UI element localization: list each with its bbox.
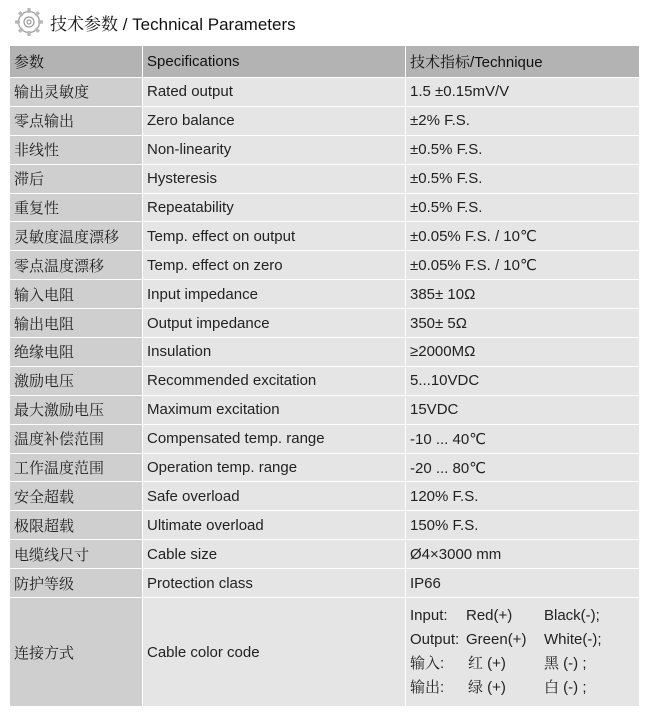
cell-parameter: 工作温度范围 bbox=[10, 453, 143, 482]
table-row bbox=[10, 106, 640, 135]
wire-negative: Black(-); bbox=[544, 607, 600, 625]
wire-positive: Red(+) bbox=[466, 607, 513, 625]
cell-parameter: 防护等级 bbox=[10, 569, 143, 598]
wire-positive: Green(+) bbox=[466, 631, 527, 649]
cell-specification: Protection class bbox=[143, 569, 406, 598]
cell-value: ≥2000MΩ bbox=[406, 338, 640, 367]
wire-label: Input: bbox=[410, 607, 448, 625]
wire-negative: 白 (-) ; bbox=[544, 679, 587, 697]
table-header-row bbox=[10, 46, 640, 78]
cell-parameter: 零点输出 bbox=[10, 106, 143, 135]
cell-specification: Maximum excitation bbox=[143, 395, 406, 424]
cell-value: 120% F.S. bbox=[406, 482, 640, 511]
cell-specification: Cable size bbox=[143, 540, 406, 569]
cell-parameter: 最大激励电压 bbox=[10, 395, 143, 424]
table-row bbox=[10, 280, 640, 309]
cell-cable-color-code bbox=[406, 598, 640, 707]
cell-specification: Input impedance bbox=[143, 280, 406, 309]
wire-positive: 红 (+) bbox=[468, 655, 506, 673]
technical-parameters-table bbox=[9, 45, 640, 707]
cell-value: 350± 5Ω bbox=[406, 309, 640, 338]
cell-value: -20 ... 80℃ bbox=[406, 453, 640, 482]
cell-specification: Compensated temp. range bbox=[143, 424, 406, 453]
table-row bbox=[10, 569, 640, 598]
cell-value: 5...10VDC bbox=[406, 366, 640, 395]
wire-label: 输出: bbox=[410, 679, 445, 697]
cell-parameter: 输入电阻 bbox=[10, 280, 143, 309]
cable-color-line bbox=[410, 630, 639, 650]
table-row bbox=[10, 251, 640, 280]
cell-parameter: 极限超载 bbox=[10, 511, 143, 540]
table-row bbox=[10, 540, 640, 569]
cell-specification: Rated output bbox=[143, 78, 406, 107]
cell-parameter: 电缆线尺寸 bbox=[10, 540, 143, 569]
cell-specification: Safe overload bbox=[143, 482, 406, 511]
cell-value: ±0.5% F.S. bbox=[406, 164, 640, 193]
cell-value: -10 ... 40℃ bbox=[406, 424, 640, 453]
cell-specification: Operation temp. range bbox=[143, 453, 406, 482]
cell-parameter: 灵敏度温度漂移 bbox=[10, 222, 143, 251]
wire-positive: 绿 (+) bbox=[468, 679, 506, 697]
column-header-specifications: Specifications bbox=[143, 46, 406, 78]
cell-value: ±0.05% F.S. / 10℃ bbox=[406, 251, 640, 280]
cell-parameter: 温度补偿范围 bbox=[10, 424, 143, 453]
cell-value: IP66 bbox=[406, 569, 640, 598]
wire-negative: 黑 (-) ; bbox=[544, 655, 587, 673]
cell-value: 15VDC bbox=[406, 395, 640, 424]
cable-color-line bbox=[410, 654, 639, 674]
table-row bbox=[10, 193, 640, 222]
column-header-parameter: 参数 bbox=[10, 46, 143, 78]
cell-specification: Zero balance bbox=[143, 106, 406, 135]
cell-parameter: 激励电压 bbox=[10, 366, 143, 395]
cell-parameter: 输出灵敏度 bbox=[10, 78, 143, 107]
cell-specification: Non-linearity bbox=[143, 135, 406, 164]
table-row-cable-color-code bbox=[10, 598, 640, 707]
table-row bbox=[10, 395, 640, 424]
cell-parameter: 连接方式 bbox=[10, 598, 143, 707]
wire-label: 输入: bbox=[410, 655, 445, 673]
cell-specification: Ultimate overload bbox=[143, 511, 406, 540]
cell-value: 150% F.S. bbox=[406, 511, 640, 540]
gear-icon bbox=[12, 5, 46, 39]
wire-negative: White(-); bbox=[544, 631, 602, 649]
table-row bbox=[10, 366, 640, 395]
table-row bbox=[10, 338, 640, 367]
table-row bbox=[10, 511, 640, 540]
cable-color-list bbox=[410, 606, 639, 698]
table-row bbox=[10, 453, 640, 482]
page-title: 技术参数 / Technical Parameters bbox=[50, 15, 296, 34]
cell-value: ±0.05% F.S. / 10℃ bbox=[406, 222, 640, 251]
cell-parameter: 输出电阻 bbox=[10, 309, 143, 338]
cell-value: 1.5 ±0.15mV/V bbox=[406, 78, 640, 107]
cell-parameter: 滞后 bbox=[10, 164, 143, 193]
cell-parameter: 零点温度漂移 bbox=[10, 251, 143, 280]
wire-label: Output: bbox=[410, 631, 460, 649]
cell-specification: Temp. effect on zero bbox=[143, 251, 406, 280]
table-row bbox=[10, 135, 640, 164]
cell-specification: Output impedance bbox=[143, 309, 406, 338]
cell-value: Ø4×3000 mm bbox=[406, 540, 640, 569]
cell-specification: Hysteresis bbox=[143, 164, 406, 193]
table-row bbox=[10, 164, 640, 193]
cell-specification: Repeatability bbox=[143, 193, 406, 222]
cable-color-line bbox=[410, 606, 639, 626]
cell-parameter: 重复性 bbox=[10, 193, 143, 222]
table-row bbox=[10, 309, 640, 338]
table-row bbox=[10, 222, 640, 251]
table-row bbox=[10, 482, 640, 511]
cell-value: ±2% F.S. bbox=[406, 106, 640, 135]
cell-value: ±0.5% F.S. bbox=[406, 193, 640, 222]
cell-value: 385± 10Ω bbox=[406, 280, 640, 309]
cell-specification: Recommended excitation bbox=[143, 366, 406, 395]
cell-value: ±0.5% F.S. bbox=[406, 135, 640, 164]
cable-color-line bbox=[410, 678, 639, 698]
section-header bbox=[0, 0, 662, 44]
table-row bbox=[10, 424, 640, 453]
cell-specification: Cable color code bbox=[143, 598, 406, 707]
cell-parameter: 非线性 bbox=[10, 135, 143, 164]
cell-specification: Temp. effect on output bbox=[143, 222, 406, 251]
cell-parameter: 绝缘电阻 bbox=[10, 338, 143, 367]
cell-parameter: 安全超载 bbox=[10, 482, 143, 511]
cell-specification: Insulation bbox=[143, 338, 406, 367]
table-row bbox=[10, 78, 640, 107]
column-header-technique: 技术指标/Technique bbox=[406, 46, 640, 78]
